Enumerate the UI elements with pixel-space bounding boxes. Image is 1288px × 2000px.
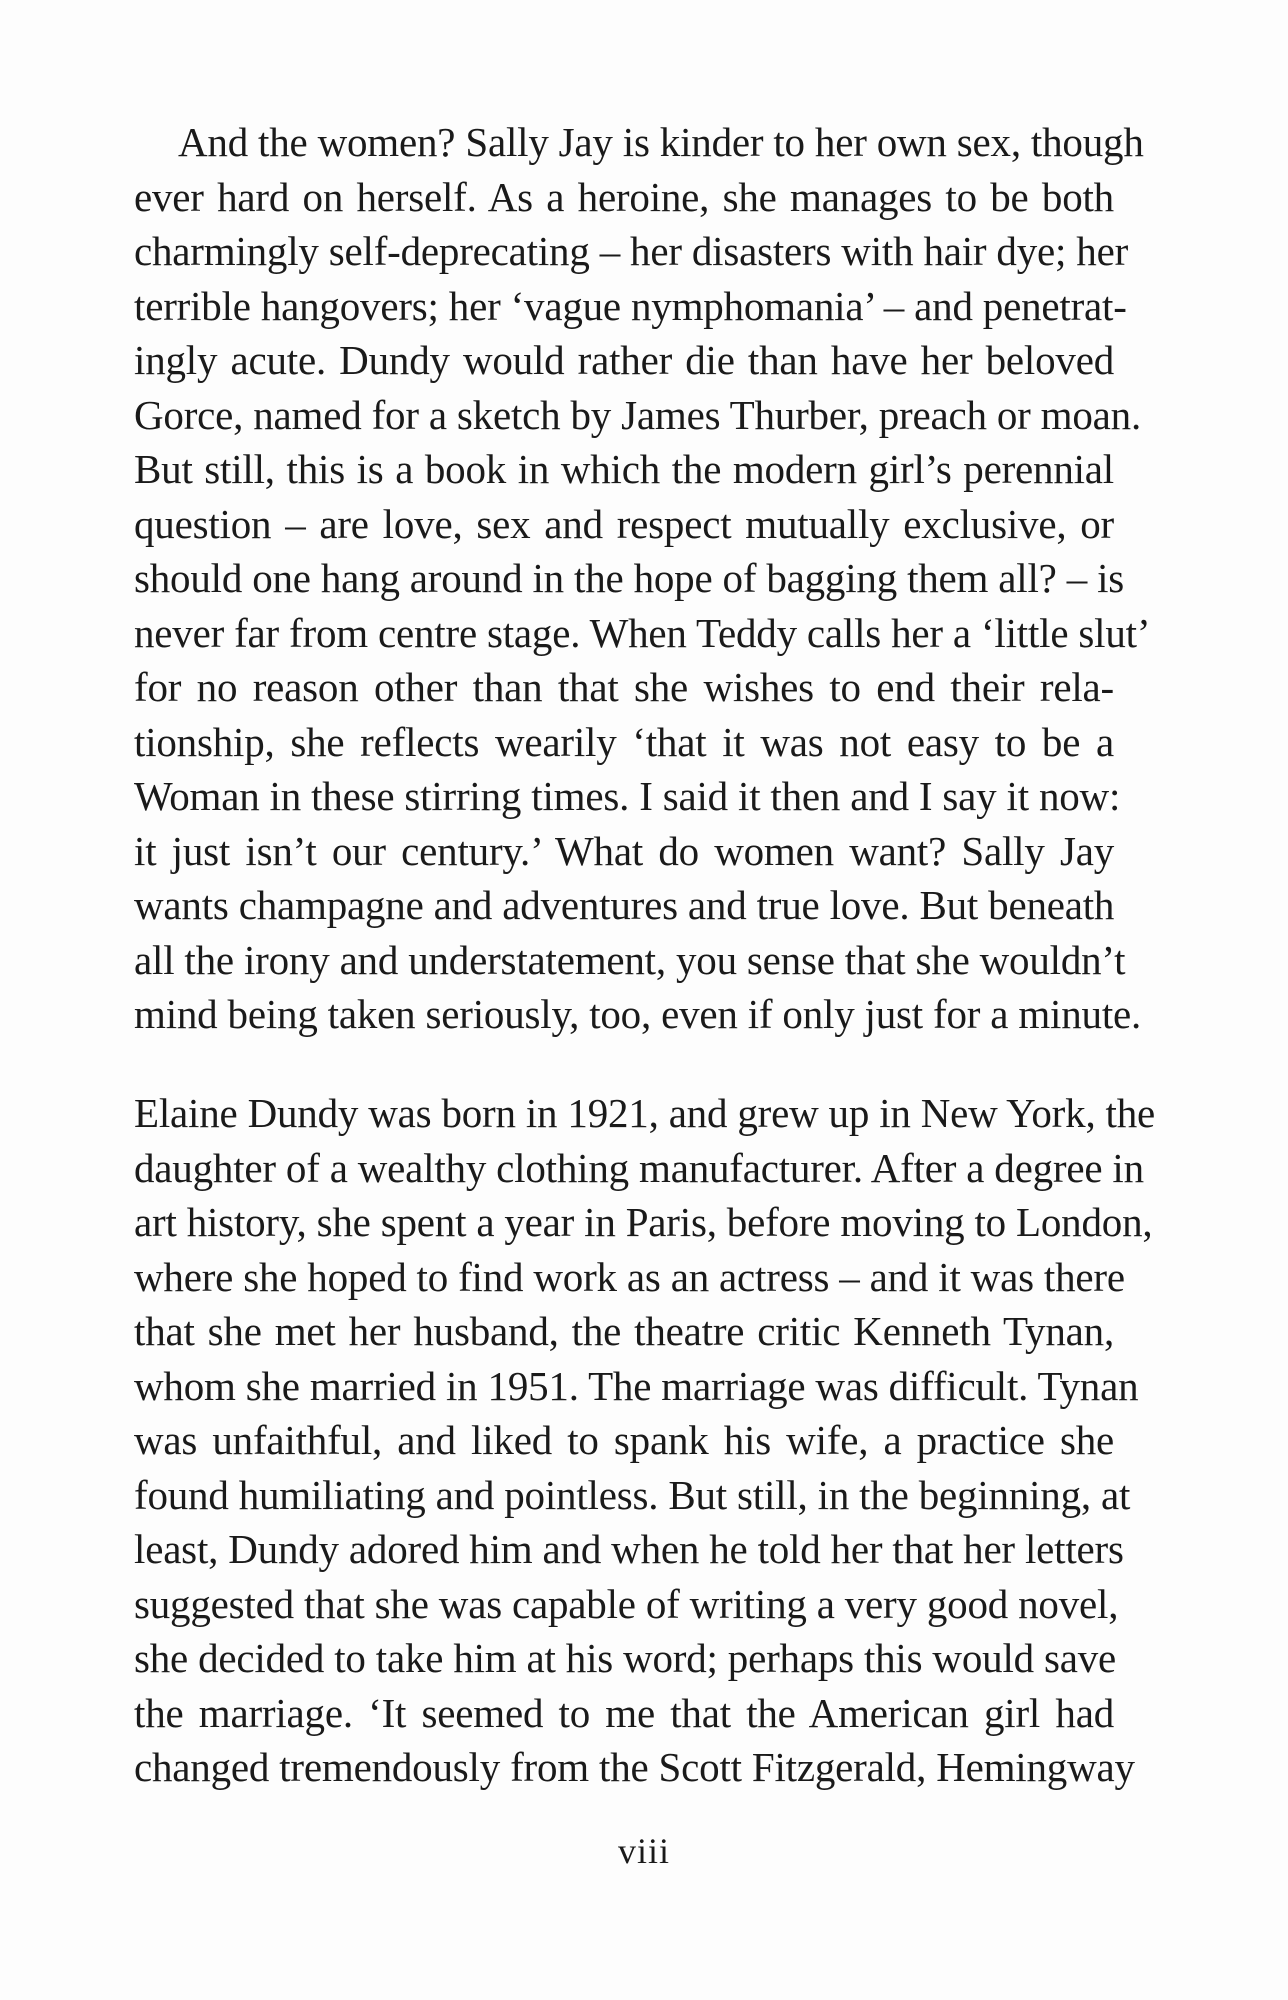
text-line: it just isn’t our century.’ What do women want? Sally Jay: [134, 827, 1114, 874]
text-line: ever hard on herself. As a heroine, she manages to be both: [134, 173, 1114, 220]
text-line: found humiliating and pointless. But still, in the beginning, at: [134, 1471, 1131, 1518]
text-line: Woman in these stirring times. I said it then and I say it now:: [134, 773, 1121, 819]
paragraph-1: [134, 115, 1151, 1042]
text-line: Elaine Dundy was born in 1921, and grew up in New York, the: [134, 1090, 1156, 1136]
text-line: And the women? Sally Jay is kinder to her own sex, though: [178, 119, 1144, 165]
text-line: never far from centre stage. When Teddy calls her a ‘little slut’: [134, 609, 1151, 656]
text-line: art history, she spent a year in Paris, before moving to London,: [134, 1199, 1153, 1245]
text-line: changed tremendously from the Scott Fitzgerald, Hemingway: [134, 1744, 1135, 1790]
text-line: least, Dundy adored him and when he told her that her letters: [134, 1526, 1124, 1572]
text-line: should one hang around in the hope of bagging them all? – is: [134, 555, 1125, 601]
text-line: for no reason other than that she wishes to end their rela-: [134, 664, 1114, 710]
text-line: Gorce, named for a sketch by James Thurber, preach or moan.: [134, 391, 1141, 438]
page-number: viii: [617, 1831, 670, 1871]
text-line: where she hoped to find work as an actress – and it was there: [134, 1253, 1125, 1300]
text-line: whom she married in 1951. The marriage was difficult. Tynan: [134, 1362, 1139, 1409]
text-line: all the irony and understatement, you sense that she wouldn’t: [134, 936, 1126, 983]
text-line: charmingly self-deprecating – her disasters with hair dye; her: [134, 228, 1129, 274]
text-line: she decided to take him at his word; perhaps this would save: [134, 1635, 1117, 1681]
text-line: the marriage. ‘It seemed to me that the American girl had: [134, 1689, 1114, 1736]
text-line: terrible hangovers; her ‘vague nymphomania’ – and penetrat-: [134, 282, 1127, 329]
text-line: suggested that she was capable of writing a very good novel,: [134, 1580, 1119, 1627]
text-line: daughter of a wealthy clothing manufacturer. After a degree in: [134, 1144, 1144, 1191]
text-line: ingly acute. Dundy would rather die than have her beloved: [134, 337, 1114, 383]
text-line: was unfaithful, and liked to spank his wife, a practice she: [134, 1417, 1114, 1463]
text-line: But still, this is a book in which the modern girl’s perennial: [134, 446, 1114, 492]
text-line: wants champagne and adventures and true love. But beneath: [134, 882, 1115, 928]
text-line: mind being taken seriously, too, even if only just for a minute.: [134, 991, 1142, 1037]
text-line: tionship, she reflects wearily ‘that it was not easy to be a: [134, 718, 1114, 765]
text-line: question – are love, sex and respect mutually exclusive, or: [134, 500, 1114, 547]
text-line: that she met her husband, the theatre critic Kenneth Tynan,: [134, 1308, 1114, 1354]
paragraph-2: [134, 1086, 1156, 1795]
